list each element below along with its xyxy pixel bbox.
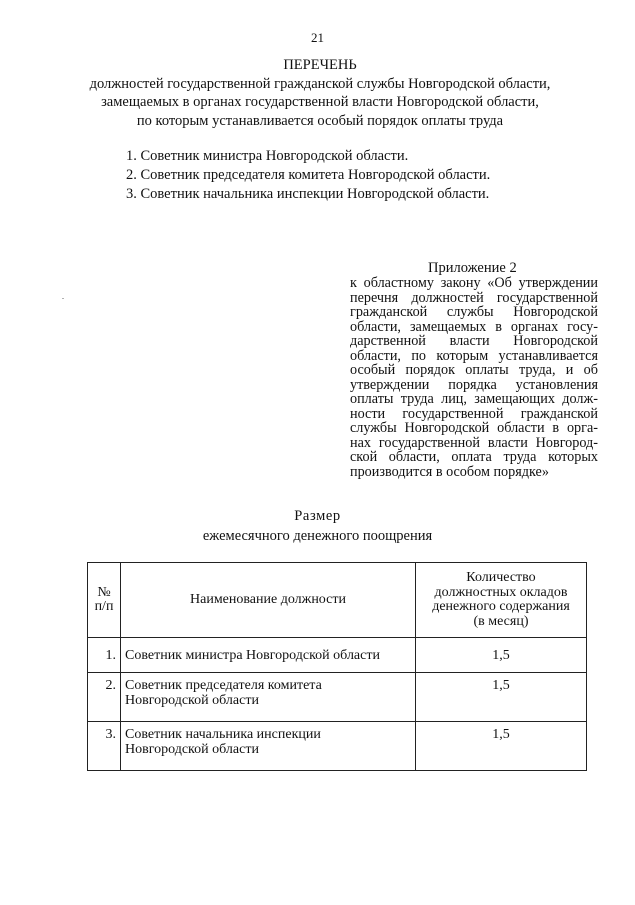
- appendix-title: Приложение 2: [428, 260, 517, 276]
- list-item: 2. Советник председателя комитета Новгородской области.: [126, 167, 491, 183]
- row-value: 1,5: [416, 722, 587, 771]
- header-count-line: (в месяц): [473, 613, 529, 629]
- appendix-line: области, замещаемых в органах госу-: [350, 318, 598, 335]
- header-num-symbol: №: [97, 584, 111, 600]
- appendix-text: [350, 276, 598, 479]
- appendix-line: утверждении порядка установления: [350, 376, 598, 393]
- appendix-line: гражданской службы Новгородской: [350, 304, 598, 320]
- row-value: 1,5: [416, 638, 587, 673]
- size-subtitle: ежемесячного денежного поощрения: [202, 528, 433, 544]
- appendix-line: нах государственной власти Новгород-: [350, 434, 598, 451]
- row-num: 1.: [88, 638, 121, 673]
- header-count-cell: [416, 563, 587, 638]
- appendix-line: производится в особом порядке»: [350, 463, 549, 480]
- row-position-name: [121, 673, 416, 722]
- row-name-line: Советник председателя комитета: [125, 678, 322, 693]
- row-name-line: Советник начальника инспекции: [125, 727, 321, 742]
- table-header-row: [88, 563, 587, 638]
- row-name-line: Новгородской области: [125, 692, 259, 708]
- row-num: 3.: [88, 722, 121, 771]
- size-title: Размер: [294, 508, 341, 524]
- header-num-label: п/п: [94, 599, 114, 614]
- row-num: 2.: [88, 673, 121, 722]
- list-item: 3. Советник начальника инспекции Новгородской области.: [126, 186, 490, 202]
- appendix-line: службы Новгородской области в орга-: [350, 420, 598, 436]
- appendix-line: дарственной власти Новгородской: [350, 333, 598, 349]
- header-count-line: денежного содержания: [432, 599, 570, 614]
- row-value: 1,5: [416, 673, 587, 722]
- appendix-line: ской области, оплата труда которых: [350, 449, 598, 465]
- page-number: 21: [311, 30, 324, 45]
- appendix-line: оплаты труда лиц, замещающих долж-: [350, 391, 598, 407]
- row-position-name: [121, 722, 416, 771]
- table-row: [88, 673, 587, 722]
- appendix-line: области, по которым устанавливается: [350, 347, 598, 364]
- header-name-cell: Наименование должности: [121, 563, 416, 638]
- payment-table: [87, 562, 587, 771]
- heading-line: замещаемых в органах государственной власти Новгородской области,: [101, 94, 539, 110]
- list-item: 1. Советник министра Новгородской области.: [126, 148, 409, 164]
- positions-list: [126, 147, 490, 204]
- scan-speck: [62, 298, 64, 299]
- list-heading: [60, 56, 580, 130]
- heading-line: должностей государственной гражданской службы Новгородской области,: [89, 75, 551, 92]
- row-position-name: [121, 638, 416, 673]
- appendix-line: особый порядок оплаты труда, и об: [350, 362, 598, 378]
- row-name-line: Советник министра Новгородской области: [125, 647, 380, 663]
- appendix-line: к областному закону «Об утверждении: [350, 275, 598, 291]
- appendix-line: перечня должностей государственной: [350, 289, 598, 306]
- header-count-line: должностных окладов: [434, 584, 568, 600]
- table-row: [88, 722, 587, 771]
- heading-title: ПЕРЕЧЕНЬ: [283, 57, 357, 73]
- row-name-line: Новгородской области: [125, 741, 259, 757]
- header-count-line: Количество: [466, 570, 536, 585]
- header-num-cell: [88, 563, 121, 638]
- table-row: [88, 638, 587, 673]
- heading-line: по которым устанавливается особый порядок оплаты труда: [136, 112, 504, 129]
- appendix-line: ности государственной гражданской: [350, 405, 598, 422]
